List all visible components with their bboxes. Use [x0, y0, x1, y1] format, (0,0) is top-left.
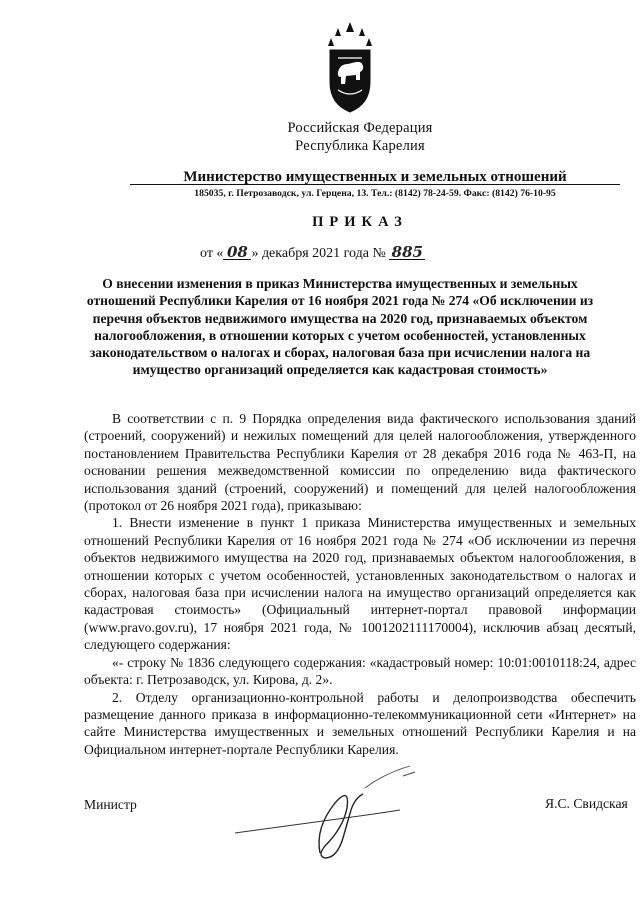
document-title	[60, 275, 620, 379]
header-divider	[130, 184, 620, 185]
body-paragraph: В соответствии с п. 9 Порядка определения вида фактического использования зданий (строений, сооружений) и нежилых помещений для целей налогообложения, утвержденного постановлением Правительства Республики Карелия от 28 декабря 2016 года № 463-П, на основании решения межведомственной комиссии по определению вида фактического использования зданий (строений, сооружений) и помещений для целей налогообложения (протокол от 26 ноября 2021 года), приказываю:	[84, 411, 636, 514]
body-paragraph: 2. Отделу организационно-контрольной работы и делопроизводства обеспечить размещение данного приказа в информационно-телекоммуникационной сети «Интернет» на сайте Министерства имущественных и земельных отношений Республики Карелия и на Официальном интернет-портале Республики Карелия.	[84, 689, 636, 757]
signatory-role: Министр	[84, 797, 137, 812]
republic-name: Республика Карелия	[295, 138, 425, 154]
ministry-name: Министерство имущественных и земельных отношений	[183, 169, 567, 185]
title-line: О внесении изменения в приказ Министерства имущественных и земельных	[102, 276, 578, 291]
handwritten-signature	[225, 758, 435, 878]
date-suffix: » декабря 2021 года №	[251, 246, 386, 261]
document-type: ПРИКАЗ	[312, 214, 408, 230]
title-line: имущество организаций определяется как кадастровая стоимость»	[132, 362, 548, 378]
handwritten-number: 885	[389, 246, 425, 260]
karelia-coat-of-arms-icon	[326, 20, 374, 116]
title-line: перечня объектов недвижимого имущества на 2020 год, признаваемых объектом	[92, 310, 588, 326]
handwritten-day: 08	[223, 246, 251, 260]
document-body	[84, 410, 636, 758]
date-prefix: от «	[200, 246, 224, 261]
ministry-address: 185035, г. Петрозаводск, ул. Герцена, 13. Тел.: (8142) 78-24-59. Факс: (8142) 76-10-95	[194, 188, 556, 199]
signatory-name: Я.С. Свидская	[545, 796, 628, 811]
document-date-line	[200, 243, 500, 262]
title-line: отношений Республики Карелия от 16 ноября 2021 года № 274 «Об исключении из	[86, 293, 594, 309]
title-line: законодательством о налогах и сборах, налоговая база при исчислении налога на	[89, 345, 591, 361]
title-line: налогообложения, в отношении которых с учетом особенностей, установленных	[94, 327, 586, 343]
body-paragraph: «- строку № 1836 следующего содержания: «кадастровый номер: 10:01:0010118:24, адрес объекта: г. Петрозаводск, ул. Кирова, д. 2».	[84, 654, 636, 688]
body-paragraph: 1. Внести изменение в пункт 1 приказа Министерства имущественных и земельных отношений Республики Карелия от 16 ноября 2021 года № 274 «Об исключении из перечня объектов недвижимого имущества на 2020 год, признаваемых объектом налогообложения, в отношении которых с учетом особенностей, установленных законодательством о налогах и сборах, налоговая база при исчислении налога на имущество организаций определяется как кадастровая стоимость» (Официальный интернет-портал правовой информации (www.pravo.gov.ru), 17 ноября 2021 года, № 1001202111170004), исключив абзац десятый, следующего содержания:	[84, 515, 636, 653]
country-name: Российская Федерация	[287, 120, 433, 136]
